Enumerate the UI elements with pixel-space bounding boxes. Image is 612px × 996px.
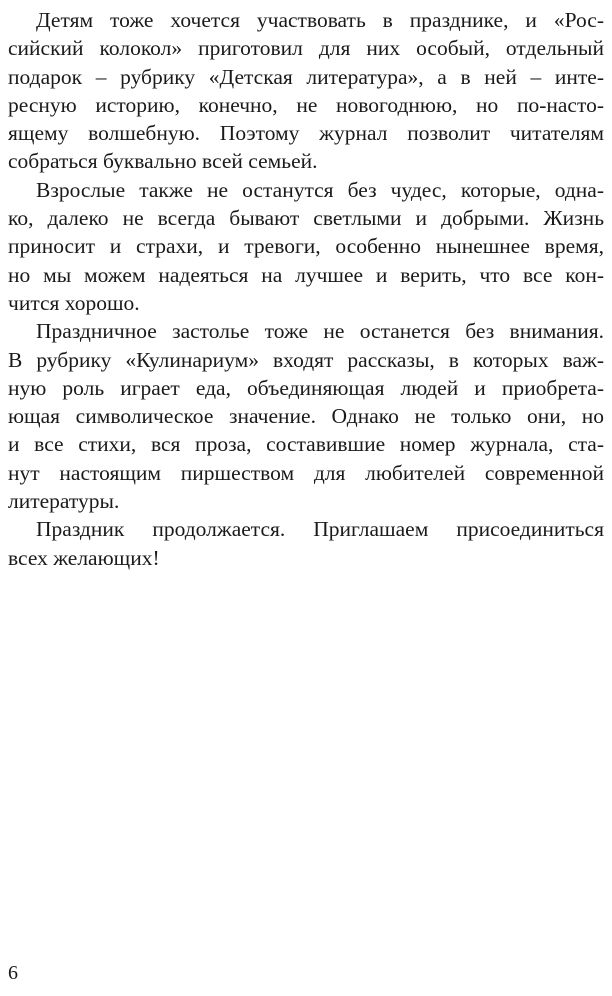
text-line: Взрослые также не останутся без чудес, которые, одна- [36,177,604,202]
text-line: всех желающих! [8,545,160,570]
article-body [8,6,604,572]
text-line: ко, далеко не всегда бывают светлыми и добрыми. Жизнь [8,206,604,231]
paragraph-adults [8,176,604,317]
text-line: чится хорошо. [8,290,140,315]
text-line: собраться буквально всей семьей. [8,149,318,174]
text-line: ющая символическое значение. Однако не только они, но [8,404,604,429]
text-line: ресную историю, конечно, не новогоднюю, но по-насто- [8,92,604,117]
text-line: Праздник продолжается. Приглашаем присоединиться [36,517,604,542]
text-line: В рубрику «Кулинариум» входят рассказы, в которых важ- [8,347,604,372]
text-line: сийский колокол» приготовил для них особый, отдельный [8,36,604,61]
text-line: Праздничное застолье тоже не останется без внимания. [36,319,604,344]
text-line: приносит и страхи, и тревоги, особенно нынешнее время, [8,234,604,259]
paragraph-invitation [8,515,604,572]
page-number: 6 [8,962,18,984]
text-line: Детям тоже хочется участвовать в празднике, и «Рос- [36,8,604,32]
text-line: ящему волшебную. Поэтому журнал позволит читателям [8,121,604,146]
text-line: и все стихи, вся проза, составившие номер журнала, ста- [8,432,604,457]
text-line: ную роль играет еда, объединяющая людей и приобрета- [8,375,604,400]
text-line: но мы можем надеяться на лучшее и верить, что все кон- [8,262,604,287]
text-line: нут настоящим пиршеством для любителей современной [8,460,604,485]
paragraph-feast [8,317,604,515]
text-line: литературы. [8,489,120,514]
paragraph-children [8,6,604,176]
text-line: подарок – рубрику «Детская литература», а в ней – инте- [8,64,604,89]
